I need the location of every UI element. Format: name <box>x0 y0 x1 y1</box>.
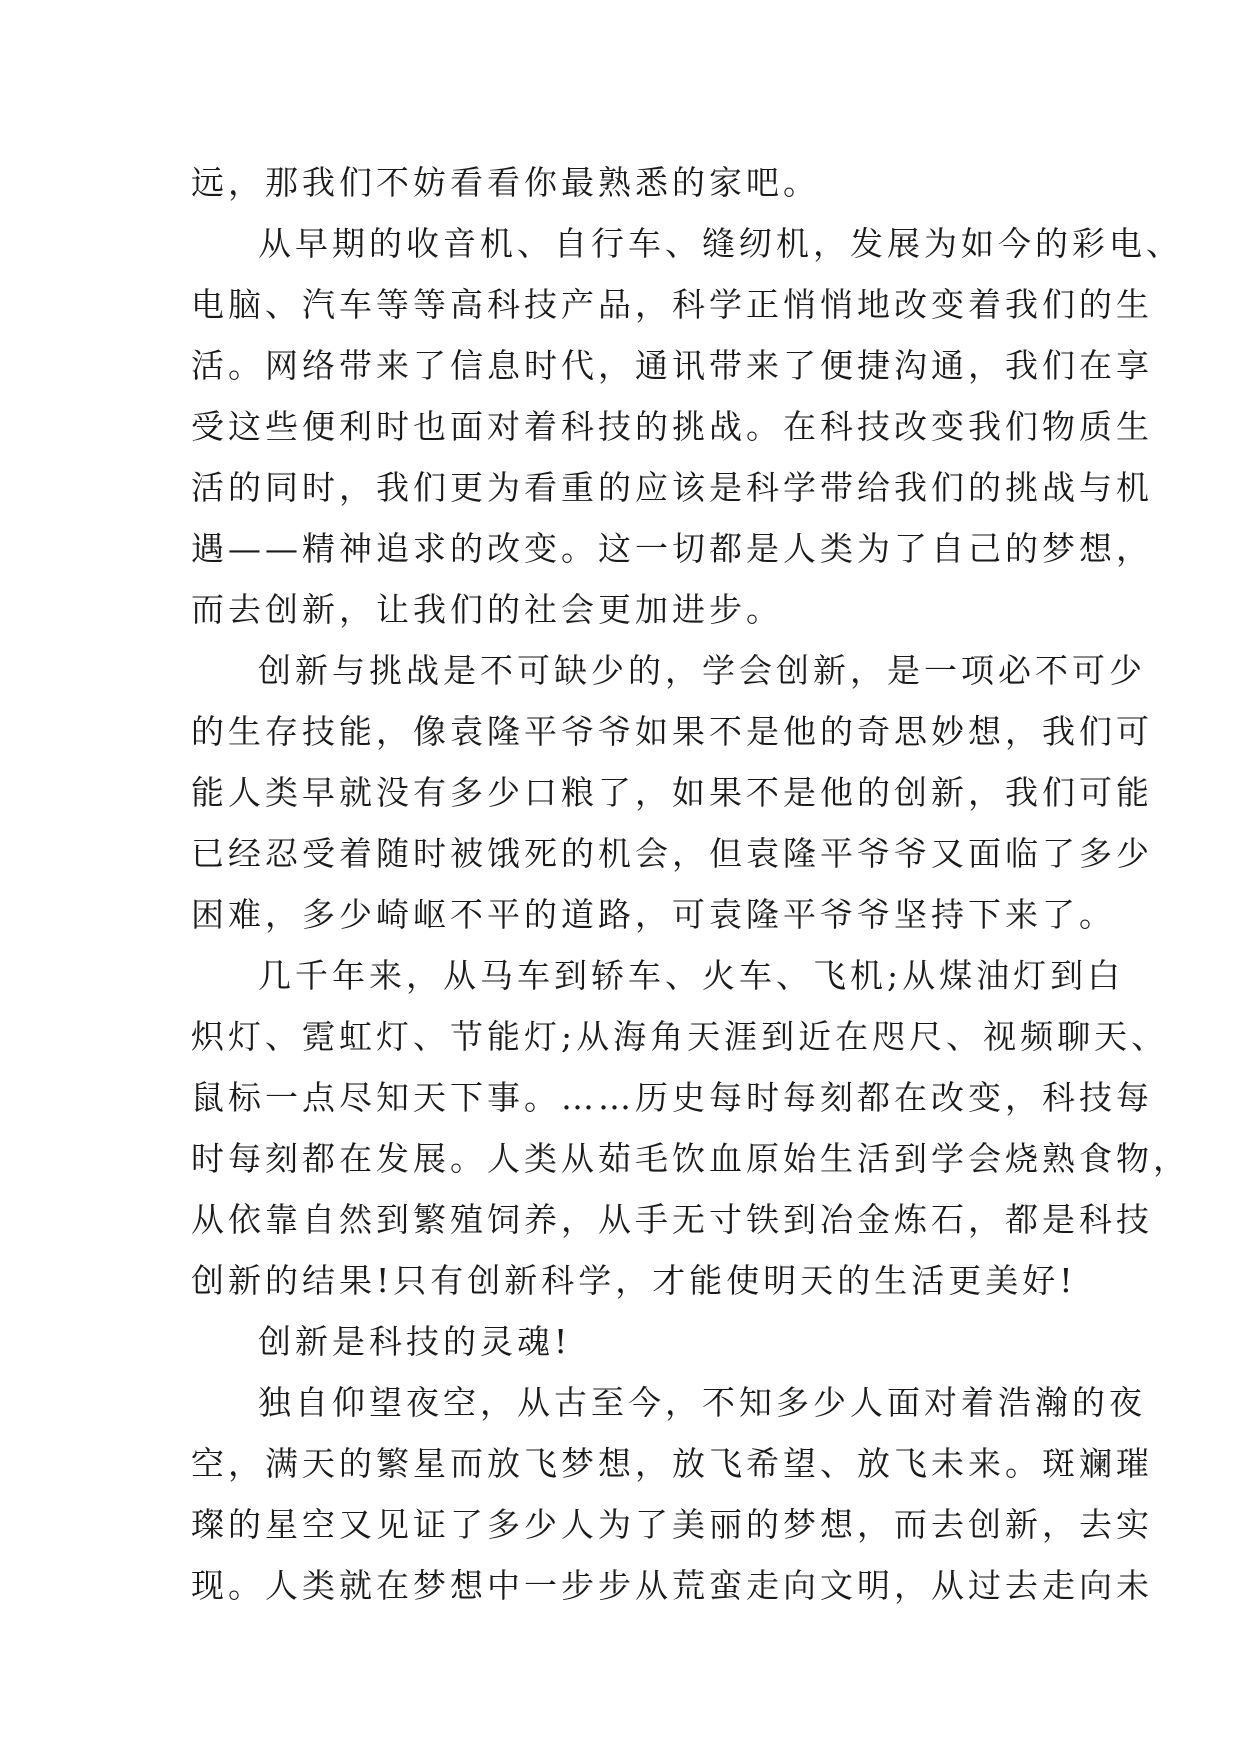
text-line: 现。人类就在梦想中一步步从荒蛮走向文明，从过去走向未 <box>191 1566 1153 1605</box>
text-line: 空，满天的繁星而放飞梦想，放飞希望、放飞未来。斑斓璀 <box>191 1444 1153 1483</box>
text-line: 的生存技能，像袁隆平爷爷如果不是他的奇思妙想，我们可 <box>191 712 1153 751</box>
text-line: 困难，多少崎岖不平的道路，可袁隆平爷爷坚持下来了。 <box>191 895 1116 934</box>
text-line: 活。网络带来了信息时代，通讯带来了便捷沟通，我们在享 <box>191 346 1153 385</box>
text-line: 鼠标一点尽知天下事。……历史每时每刻都在改变，科技每 <box>191 1078 1153 1117</box>
text-line: 能人类早就没有多少口粮了，如果不是他的创新，我们可能 <box>191 773 1153 812</box>
text-line: 电脑、汽车等等高科技产品，科学正悄悄地改变着我们的生 <box>191 285 1153 324</box>
paragraph-first-line: 独自仰望夜空，从古至今，不知多少人面对着浩瀚的夜 <box>258 1383 1146 1422</box>
paragraph-first-line: 创新与挑战是不可缺少的，学会创新，是一项必不可少 <box>258 651 1146 690</box>
paragraph-first-line: 创新是科技的灵魂! <box>258 1322 572 1361</box>
text-line: 远，那我们不妨看看你最熟悉的家吧。 <box>191 163 820 202</box>
text-line: 受这些便利时也面对着科技的挑战。在科技改变我们物质生 <box>191 407 1153 446</box>
text-line: 时每刻都在发展。人类从茹毛饮血原始生活到学会烧熟食物， <box>191 1139 1190 1178</box>
text-line: 创新的结果!只有创新科学，才能使明天的生活更美好! <box>191 1261 1077 1300</box>
paragraph-first-line: 从早期的收音机、自行车、缝纫机，发展为如今的彩电、 <box>258 224 1183 263</box>
text-line: 璨的星空又见证了多少人为了美丽的梦想，而去创新，去实 <box>191 1505 1153 1544</box>
paragraph-first-line: 几千年来，从马车到轿车、火车、飞机;从煤油灯到白 <box>258 956 1125 995</box>
text-line: 活的同时，我们更为看重的应该是科学带给我们的挑战与机 <box>191 468 1153 507</box>
text-line: 已经忍受着随时被饿死的机会，但袁隆平爷爷又面临了多少 <box>191 834 1153 873</box>
text-line: 遇——精神追求的改变。这一切都是人类为了自己的梦想， <box>191 529 1153 568</box>
document-body <box>191 152 1190 1616</box>
text-line: 炽灯、霓虹灯、节能灯;从海角天涯到近在咫尺、视频聊天、 <box>191 1017 1169 1056</box>
text-line: 从依靠自然到繁殖饲养，从手无寸铁到冶金炼石，都是科技 <box>191 1200 1153 1239</box>
text-line: 而去创新，让我们的社会更加进步。 <box>191 590 783 629</box>
